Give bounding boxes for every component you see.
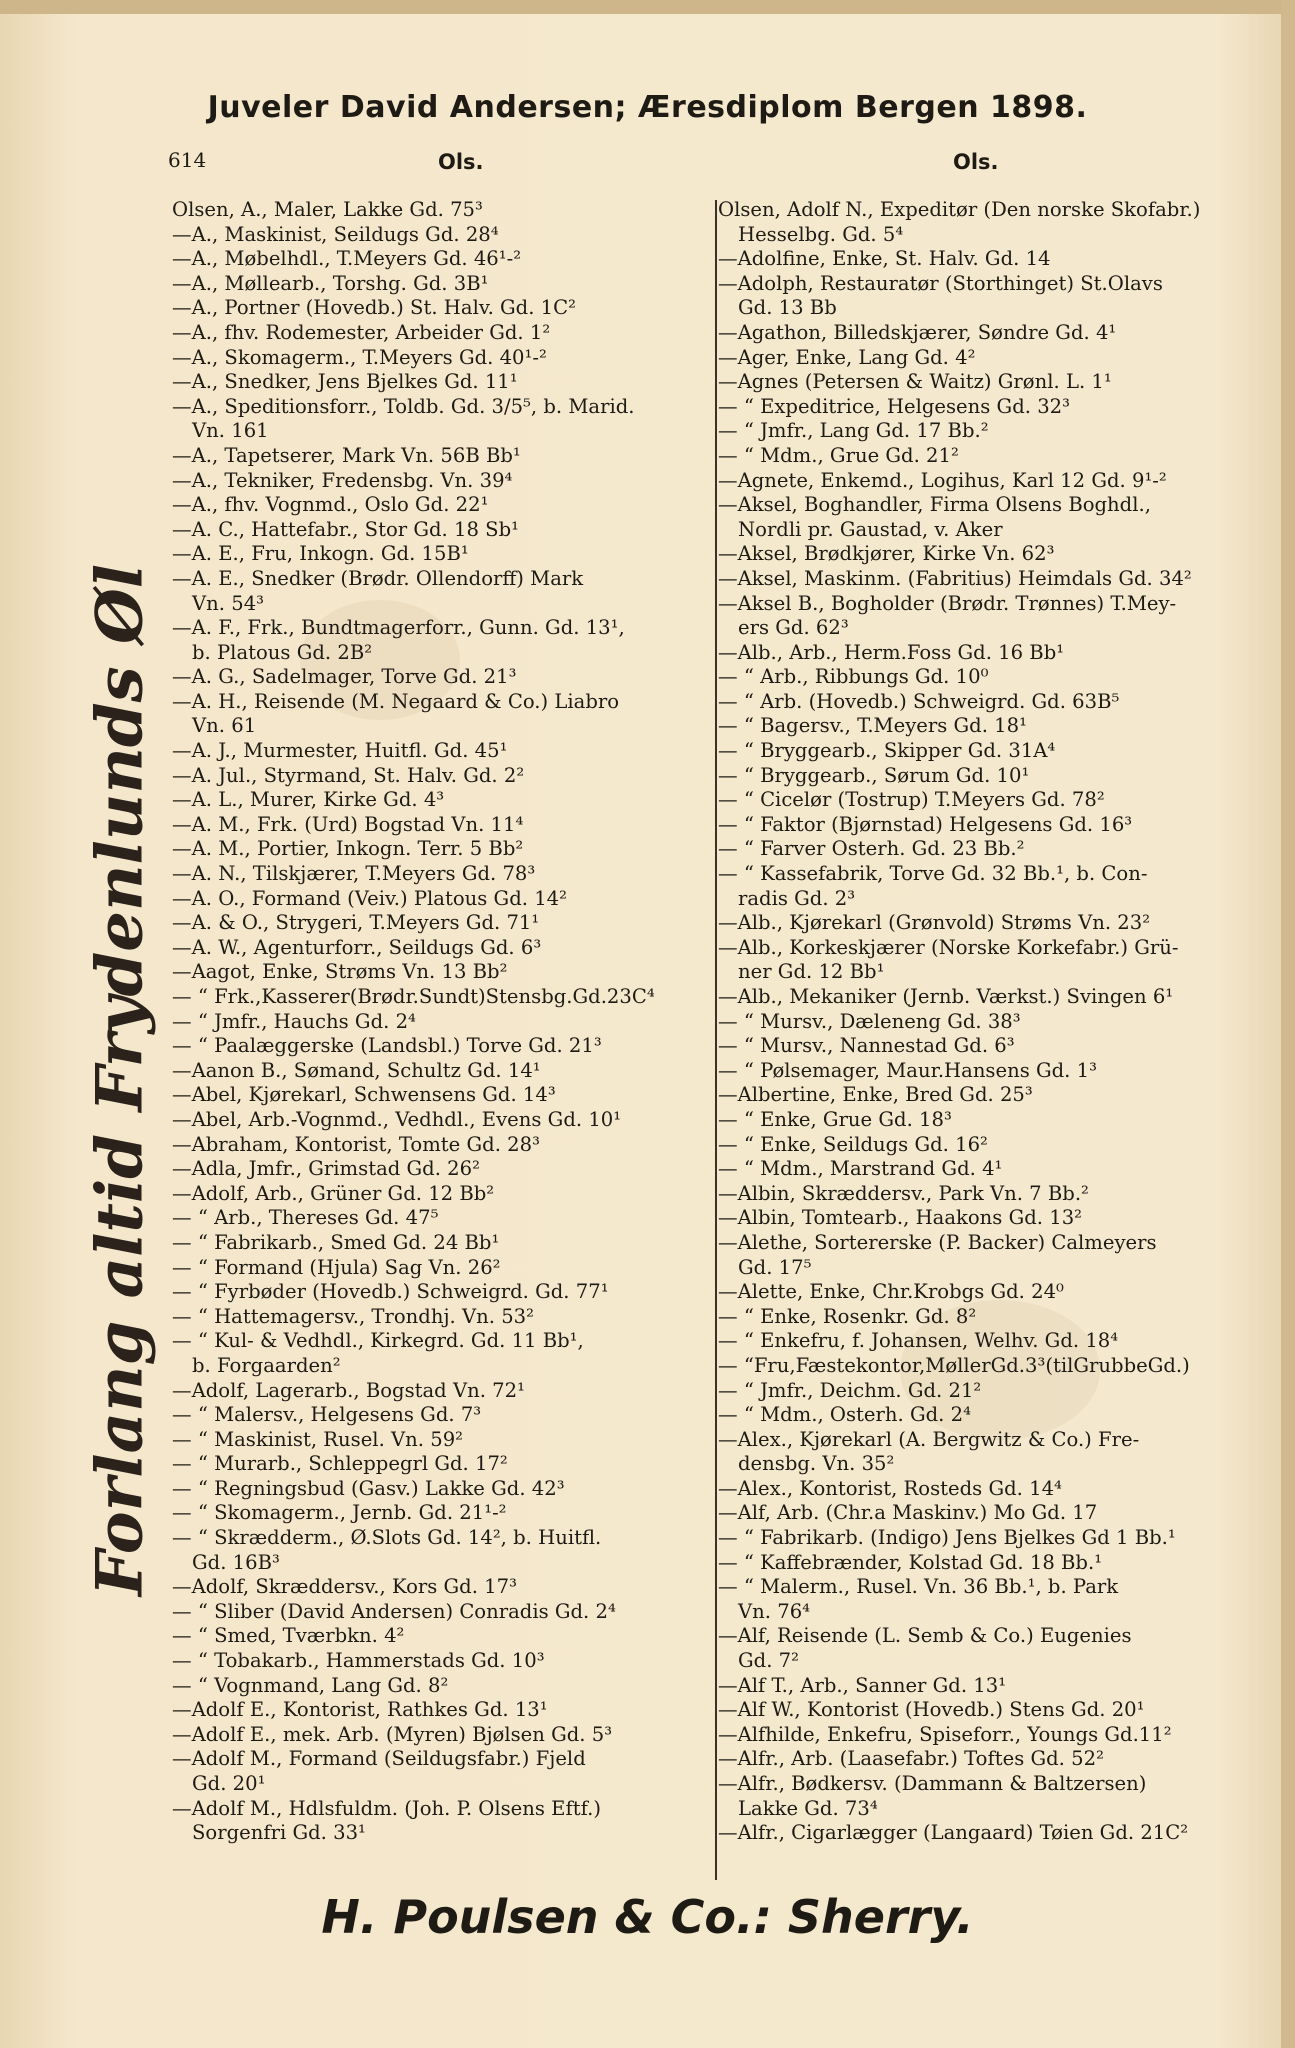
entry-line: — “ Farver Osterh. Gd. 23 Bb.² bbox=[718, 837, 1025, 861]
directory-entry bbox=[172, 1600, 707, 1625]
directory-entry bbox=[718, 1354, 1263, 1379]
directory-entry bbox=[718, 1157, 1263, 1182]
entry-line: — “ Malerm., Rusel. Vn. 36 Bb.¹, b. Park bbox=[718, 1575, 1119, 1599]
entry-line: —Ager, Enke, Lang Gd. 4² bbox=[718, 345, 976, 369]
entry-line: —A. N., Tilskjærer, T.Meyers Gd. 78³ bbox=[172, 862, 536, 886]
entry-line: — “ Arb., Thereses Gd. 47⁵ bbox=[172, 1206, 439, 1230]
entry-line: — “ Mdm., Osterh. Gd. 2⁴ bbox=[718, 1403, 971, 1427]
entry-line: —A., Tekniker, Fredensbg. Vn. 39⁴ bbox=[172, 468, 513, 492]
footer-advertisement: H. Poulsen & Co.: Sherry. bbox=[321, 1890, 974, 1944]
directory-entry bbox=[172, 936, 707, 961]
entry-line: — “ Mursv., Nannestad Gd. 6³ bbox=[718, 1034, 1015, 1058]
directory-entry bbox=[172, 1624, 707, 1649]
directory-entry bbox=[172, 296, 707, 321]
entry-line: —A., Portner (Hovedb.) St. Halv. Gd. 1C² bbox=[172, 296, 576, 320]
directory-entry bbox=[172, 1083, 707, 1108]
directory-entry bbox=[718, 714, 1263, 739]
directory-entry bbox=[718, 764, 1263, 789]
entry-line: —Aagot, Enke, Strøms Vn. 13 Bb² bbox=[172, 960, 508, 984]
directory-entry bbox=[718, 346, 1263, 371]
entry-line: — “ Enkefru, f. Johansen, Welhv. Gd. 18⁴ bbox=[718, 1329, 1119, 1353]
directory-entry bbox=[718, 1059, 1263, 1084]
directory-entry bbox=[718, 837, 1263, 862]
entry-line: —Adolf, Skræddersv., Kors Gd. 17³ bbox=[172, 1575, 517, 1599]
directory-entry bbox=[718, 321, 1263, 346]
directory-entry bbox=[172, 444, 707, 469]
entry-line: —A., Skomagerm., T.Meyers Gd. 40¹-² bbox=[172, 345, 547, 369]
entry-line: —Alfr., Cigarlægger (Langaard) Tøien Gd. 21C² bbox=[718, 1821, 1189, 1845]
entry-line: —A., Snedker, Jens Bjelkes Gd. 11¹ bbox=[172, 370, 518, 394]
entry-line: Olsen, A., Maler, Lakke Gd. 75³ bbox=[172, 198, 483, 221]
entry-line: —A., fhv. Rodemester, Arbeider Gd. 1² bbox=[172, 320, 551, 344]
entry-line: — “ Pølsemager, Maur.Hansens Gd. 1³ bbox=[718, 1058, 1097, 1082]
entry-line: Olsen, Adolf N., Expeditør (Den norske Skofabr.) bbox=[718, 198, 1201, 221]
directory-entry bbox=[718, 665, 1263, 690]
directory-entry bbox=[718, 1477, 1263, 1502]
entry-line: —A., Tapetserer, Mark Vn. 56B Bb¹ bbox=[172, 443, 521, 467]
entry-line: —Albin, Tomtearb., Haakons Gd. 13² bbox=[718, 1206, 1083, 1230]
directory-entry bbox=[172, 1526, 707, 1575]
directory-entry bbox=[172, 1428, 707, 1453]
entry-line: — “ Mursv., Dæleneng Gd. 38³ bbox=[718, 1009, 1021, 1033]
entry-line: — “ Enke, Seildugs Gd. 16² bbox=[718, 1132, 988, 1156]
directory-entry bbox=[172, 493, 707, 518]
page-edge-top bbox=[0, 0, 1295, 14]
directory-entry bbox=[718, 370, 1263, 395]
directory-entry bbox=[718, 247, 1263, 272]
directory-entry bbox=[718, 1133, 1263, 1158]
directory-entry bbox=[172, 1157, 707, 1182]
entry-line: —Alb., Korkeskjærer (Norske Korkefabr.) Grü- bbox=[718, 935, 1179, 959]
directory-entry bbox=[172, 960, 707, 985]
entry-line: — “ Formand (Hjula) Sag Vn. 26² bbox=[172, 1255, 501, 1279]
entry-line: —A., Møllearb., Torshg. Gd. 3B¹ bbox=[172, 271, 489, 295]
entry-line: —A. & O., Strygeri, T.Meyers Gd. 71¹ bbox=[172, 911, 540, 935]
directory-entry bbox=[718, 641, 1263, 666]
directory-entry bbox=[718, 739, 1263, 764]
entry-line: — “ Murarb., Schleppegrl Gd. 17² bbox=[172, 1452, 508, 1476]
directory-entry bbox=[172, 1747, 707, 1796]
directory-entry bbox=[172, 1231, 707, 1256]
directory-entry bbox=[718, 1772, 1263, 1821]
directory-entry bbox=[718, 1329, 1263, 1354]
entry-continuation-line: Vn. 161 bbox=[192, 419, 269, 443]
directory-entry bbox=[172, 837, 707, 862]
entry-continuation-line: radis Gd. 2³ bbox=[738, 886, 856, 910]
entry-line: —Alf, Arb. (Chr.a Maskinv.) Mo Gd. 17 bbox=[718, 1501, 1098, 1525]
entry-line: —A. C., Hattefabr., Stor Gd. 18 Sb¹ bbox=[172, 517, 519, 541]
directory-entry bbox=[718, 690, 1263, 715]
side-advertisement: Forlang altid Frydenlunds Øl bbox=[82, 563, 158, 1597]
directory-entry bbox=[172, 813, 707, 838]
directory-entry bbox=[718, 1501, 1263, 1526]
entry-line: —A., Møbelhdl., T.Meyers Gd. 46¹-² bbox=[172, 247, 522, 271]
directory-entry bbox=[172, 616, 707, 665]
entry-line: —Alf T., Arb., Sanner Gd. 13¹ bbox=[718, 1673, 1007, 1697]
directory-entry bbox=[718, 198, 1263, 247]
directory-entry bbox=[718, 813, 1263, 838]
directory-entry bbox=[172, 1477, 707, 1502]
column-divider bbox=[715, 200, 717, 1880]
directory-entry bbox=[718, 1575, 1263, 1624]
entry-line: — “ Arb. (Hovedb.) Schweigrd. Gd. 63B⁵ bbox=[718, 689, 1120, 713]
entry-continuation-line: Gd. 20¹ bbox=[192, 1772, 266, 1795]
page-number: 614 bbox=[168, 148, 207, 172]
directory-entry bbox=[172, 1280, 707, 1305]
directory-entry bbox=[172, 788, 707, 813]
entry-line: —A. M., Frk. (Urd) Bogstad Vn. 11⁴ bbox=[172, 812, 524, 836]
entry-line: —Albertine, Enke, Bred Gd. 25³ bbox=[718, 1083, 1033, 1107]
directory-entry bbox=[172, 665, 707, 690]
entry-line: — “Fru,Fæstekontor,MøllerGd.3³(tilGrubbeGd.) bbox=[718, 1353, 1190, 1377]
directory-entry bbox=[172, 1649, 707, 1674]
entry-line: — “ Bagersv., T.Meyers Gd. 18¹ bbox=[718, 714, 1027, 738]
directory-entry bbox=[172, 1059, 707, 1084]
directory-entry bbox=[172, 887, 707, 912]
entry-line: —Alex., Kontorist, Rosteds Gd. 14⁴ bbox=[718, 1476, 1062, 1500]
entry-line: —A. F., Frk., Bundtmagerforr., Gunn. Gd. 13¹, bbox=[172, 616, 625, 640]
directory-entry bbox=[718, 1280, 1263, 1305]
directory-entry bbox=[718, 1083, 1263, 1108]
directory-entry bbox=[718, 444, 1263, 469]
entry-line: —Adolf E., Kontorist, Rathkes Gd. 13¹ bbox=[172, 1698, 548, 1722]
directory-entry bbox=[172, 1452, 707, 1477]
entry-line: —A. O., Formand (Veiv.) Platous Gd. 14² bbox=[172, 886, 567, 910]
directory-entry bbox=[172, 198, 707, 223]
entry-line: —A. E., Fru, Inkogn. Gd. 15B¹ bbox=[172, 542, 469, 566]
entry-continuation-line: Nordli pr. Gaustad, v. Aker bbox=[738, 517, 1003, 541]
entry-line: — “ Kaffebrænder, Kolstad Gd. 18 Bb.¹ bbox=[718, 1550, 1103, 1574]
directory-entry bbox=[718, 1010, 1263, 1035]
entry-line: —A. H., Reisende (M. Negaard & Co.) Liabro bbox=[172, 689, 620, 713]
entry-continuation-line: Gd. 16B³ bbox=[192, 1550, 280, 1574]
entry-line: — “ Jmfr., Hauchs Gd. 2⁴ bbox=[172, 1009, 416, 1033]
entry-line: —Alfr., Bødkersv. (Dammann & Baltzersen) bbox=[718, 1772, 1147, 1795]
entry-continuation-line: Gd. 17⁵ bbox=[738, 1255, 812, 1279]
entry-continuation-line: ner Gd. 12 Bb¹ bbox=[738, 960, 885, 984]
entry-line: — “ Malersv., Helgesens Gd. 7³ bbox=[172, 1403, 482, 1427]
directory-entry bbox=[172, 911, 707, 936]
entry-line: —Alb., Mekaniker (Jernb. Værkst.) Svingen 6¹ bbox=[718, 985, 1174, 1008]
directory-entry bbox=[718, 419, 1263, 444]
directory-entry bbox=[172, 862, 707, 887]
entry-line: —Alb., Arb., Herm.Foss Gd. 16 Bb¹ bbox=[718, 640, 1065, 664]
entry-line: —A. G., Sadelmager, Torve Gd. 21³ bbox=[172, 665, 517, 689]
directory-entry bbox=[172, 985, 707, 1010]
directory-entry bbox=[172, 1575, 707, 1600]
directory-entry bbox=[718, 395, 1263, 420]
entry-line: —A., Speditionsforr., Toldb. Gd. 3/5⁵, b. Marid. bbox=[172, 394, 635, 418]
entry-line: — “ Bryggearb., Sørum Gd. 10¹ bbox=[718, 763, 1030, 787]
directory-entry bbox=[718, 1231, 1263, 1280]
directory-entry bbox=[172, 518, 707, 543]
entry-line: —Agnete, Enkemd., Logihus, Karl 12 Gd. 9¹-² bbox=[718, 468, 1167, 492]
entry-line: —Alf, Reisende (L. Semb & Co.) Eugenies bbox=[718, 1624, 1132, 1648]
entry-line: —A. E., Snedker (Brødr. Ollendorff) Mark bbox=[172, 566, 584, 590]
entry-line: —Abraham, Kontorist, Tomte Gd. 28³ bbox=[172, 1132, 540, 1156]
directory-entry bbox=[718, 469, 1263, 494]
directory-entry bbox=[172, 1501, 707, 1526]
directory-entry bbox=[172, 1108, 707, 1133]
directory-entry bbox=[718, 592, 1263, 641]
entry-line: — “ Maskinist, Rusel. Vn. 59² bbox=[172, 1427, 464, 1451]
entry-continuation-line: ers Gd. 62³ bbox=[738, 616, 849, 640]
directory-entry bbox=[718, 1747, 1263, 1772]
entry-continuation-line: Vn. 76⁴ bbox=[738, 1599, 811, 1623]
entry-line: —Agnes (Petersen & Waitz) Grønl. L. 1¹ bbox=[718, 370, 1112, 394]
entry-line: — “ Cicelør (Tostrup) T.Meyers Gd. 78² bbox=[718, 788, 1105, 812]
directory-entry bbox=[172, 764, 707, 789]
entry-line: — “ Hattemagersv., Trondhj. Vn. 53² bbox=[172, 1304, 534, 1328]
entry-line: —A. Jul., Styrmand, St. Halv. Gd. 2² bbox=[172, 763, 525, 787]
entry-continuation-line: Gd. 13 Bb bbox=[738, 296, 837, 320]
entry-line: —Albin, Skræddersv., Park Vn. 7 Bb.² bbox=[718, 1181, 1089, 1205]
directory-entry bbox=[172, 272, 707, 297]
entry-line: — “ Jmfr., Deichm. Gd. 21² bbox=[718, 1378, 982, 1402]
entry-line: —Adolf, Arb., Grüner Gd. 12 Bb² bbox=[172, 1181, 495, 1205]
directory-entry bbox=[172, 469, 707, 494]
directory-entry bbox=[718, 1034, 1263, 1059]
left-column-entries bbox=[172, 198, 707, 1846]
directory-entry bbox=[172, 567, 707, 616]
entry-line: —Alf W., Kontorist (Hovedb.) Stens Gd. 20¹ bbox=[718, 1698, 1145, 1722]
directory-entry bbox=[718, 1551, 1263, 1576]
entry-line: —Alfr., Arb. (Laasefabr.) Toftes Gd. 52² bbox=[718, 1747, 1104, 1771]
directory-entry bbox=[718, 1403, 1263, 1428]
directory-entry bbox=[718, 1698, 1263, 1723]
entry-line: —Adolf E., mek. Arb. (Myren) Bjølsen Gd. 5³ bbox=[172, 1722, 613, 1746]
entry-line: —A. W., Agenturforr., Seildugs Gd. 6³ bbox=[172, 935, 542, 959]
left-column-heading: Ols. bbox=[438, 150, 484, 174]
directory-entry bbox=[718, 985, 1263, 1010]
directory-entry bbox=[172, 321, 707, 346]
directory-entry bbox=[172, 1182, 707, 1207]
entry-line: — “ Arb., Ribbungs Gd. 10⁰ bbox=[718, 665, 989, 689]
entry-line: — “ Frk.,Kasserer(Brødr.Sundt)Stensbg.Gd.23C⁴ bbox=[172, 985, 655, 1008]
directory-entry bbox=[172, 395, 707, 444]
entry-line: — “ Mdm., Grue Gd. 21² bbox=[718, 443, 959, 467]
entry-line: —Alethe, Sortererske (P. Backer) Calmeyers bbox=[718, 1230, 1157, 1254]
entry-line: — “ Fabrikarb., Smed Gd. 24 Bb¹ bbox=[172, 1230, 500, 1254]
entry-line: — “ Expeditrice, Helgesens Gd. 32³ bbox=[718, 394, 1070, 418]
directory-entry bbox=[718, 1526, 1263, 1551]
directory-entry bbox=[718, 1108, 1263, 1133]
directory-entry bbox=[172, 1379, 707, 1404]
entry-line: — “ Bryggearb., Skipper Gd. 31A⁴ bbox=[718, 739, 1056, 763]
entry-line: —Adolf, Lagerarb., Bogstad Vn. 72¹ bbox=[172, 1378, 525, 1402]
right-column-entries bbox=[718, 198, 1263, 1846]
entry-line: — “ Kassefabrik, Torve Gd. 32 Bb.¹, b. Con- bbox=[718, 862, 1148, 886]
entry-line: — “ Fabrikarb. (Indigo) Jens Bjelkes Gd 1 Bb.¹ bbox=[718, 1526, 1176, 1550]
directory-entry bbox=[718, 936, 1263, 985]
directory-entry bbox=[718, 1305, 1263, 1330]
directory-entry bbox=[718, 1379, 1263, 1404]
entry-continuation-line: b. Platous Gd. 2B² bbox=[192, 640, 373, 664]
entry-line: —A., fhv. Vognmd., Oslo Gd. 22¹ bbox=[172, 493, 489, 517]
entry-line: —Adolfine, Enke, St. Halv. Gd. 14 bbox=[718, 247, 1051, 271]
entry-line: — “ Regningsbud (Gasv.) Lakke Gd. 42³ bbox=[172, 1476, 565, 1500]
directory-entry bbox=[718, 862, 1263, 911]
entry-line: —Aksel, Maskinm. (Fabritius) Heimdals Gd. 34² bbox=[718, 566, 1192, 590]
entry-line: — “ Tobakarb., Hammerstads Gd. 10³ bbox=[172, 1649, 545, 1673]
entry-line: —Adolf M., Formand (Seildugsfabr.) Fjeld bbox=[172, 1747, 586, 1771]
directory-entry bbox=[172, 1674, 707, 1699]
entry-line: — “ Kul- & Vedhdl., Kirkegrd. Gd. 11 Bb¹, bbox=[172, 1329, 584, 1353]
entry-line: —Aksel B., Bogholder (Brødr. Trønnes) T.Mey- bbox=[718, 591, 1177, 615]
entry-line: — “ Skomagerm., Jernb. Gd. 21¹-² bbox=[172, 1501, 507, 1525]
entry-line: —Alfhilde, Enkefru, Spiseforr., Youngs Gd.11² bbox=[718, 1722, 1172, 1746]
entry-line: —Agathon, Billedskjærer, Søndre Gd. 4¹ bbox=[718, 320, 1117, 344]
directory-entry bbox=[718, 1428, 1263, 1477]
directory-entry bbox=[718, 1624, 1263, 1673]
directory-entry bbox=[172, 247, 707, 272]
entry-line: — “ Faktor (Bjørnstad) Helgesens Gd. 16³ bbox=[718, 812, 1133, 836]
entry-line: —Adla, Jmfr., Grimstad Gd. 26² bbox=[172, 1157, 480, 1181]
entry-continuation-line: b. Forgaarden² bbox=[192, 1353, 341, 1377]
directory-entry bbox=[172, 1133, 707, 1158]
right-column-heading: Ols. bbox=[953, 150, 999, 174]
entry-continuation-line: densbg. Vn. 35² bbox=[738, 1452, 895, 1476]
entry-line: —Alette, Enke, Chr.Krobgs Gd. 24⁰ bbox=[718, 1280, 1064, 1304]
directory-entry bbox=[172, 370, 707, 395]
directory-entry bbox=[718, 1723, 1263, 1748]
directory-entry bbox=[172, 1305, 707, 1330]
entry-line: — “ Paalæggerske (Landsbl.) Torve Gd. 21³ bbox=[172, 1034, 602, 1058]
directory-entry bbox=[172, 1206, 707, 1231]
directory-entry bbox=[718, 1182, 1263, 1207]
entry-line: —Alex., Kjørekarl (A. Bergwitz & Co.) Fre- bbox=[718, 1427, 1140, 1451]
entry-line: —A. M., Portier, Inkogn. Terr. 5 Bb² bbox=[172, 837, 524, 861]
directory-entry bbox=[172, 1329, 707, 1378]
directory-entry bbox=[172, 1256, 707, 1281]
entry-line: — “ Mdm., Marstrand Gd. 4¹ bbox=[718, 1157, 1003, 1181]
directory-entry bbox=[718, 542, 1263, 567]
entry-line: —Aksel, Boghandler, Firma Olsens Boghdl., bbox=[718, 493, 1151, 517]
directory-entry bbox=[718, 1206, 1263, 1231]
directory-entry bbox=[718, 567, 1263, 592]
entry-line: —Adolf M., Hdlsfuldm. (Joh. P. Olsens Eftf.) bbox=[172, 1796, 602, 1820]
entry-line: — “ Sliber (David Andersen) Conradis Gd. 2⁴ bbox=[172, 1599, 616, 1623]
entry-continuation-line: Gd. 7² bbox=[738, 1649, 799, 1673]
directory-entry bbox=[718, 272, 1263, 321]
entry-line: —Aksel, Brødkjører, Kirke Vn. 62³ bbox=[718, 542, 1055, 566]
directory-entry bbox=[172, 346, 707, 371]
entry-line: —Aanon B., Sømand, Schultz Gd. 14¹ bbox=[172, 1058, 541, 1082]
directory-entry bbox=[718, 788, 1263, 813]
directory-entry bbox=[172, 690, 707, 739]
entry-line: —A., Maskinist, Seildugs Gd. 28⁴ bbox=[172, 222, 499, 246]
directory-entry bbox=[718, 911, 1263, 936]
entry-line: — “ Fyrbøder (Hovedb.) Schweigrd. Gd. 77¹ bbox=[172, 1280, 609, 1304]
directory-entry bbox=[172, 1698, 707, 1723]
entry-line: — “ Enke, Rosenkr. Gd. 8² bbox=[718, 1304, 977, 1328]
directory-entry bbox=[172, 1403, 707, 1428]
directory-entry bbox=[172, 1797, 707, 1846]
directory-entry bbox=[172, 1723, 707, 1748]
entry-line: — “ Skrædderm., Ø.Slots Gd. 14², b. Huitfl. bbox=[172, 1526, 602, 1550]
directory-entry bbox=[172, 1034, 707, 1059]
entry-line: —A. L., Murer, Kirke Gd. 4³ bbox=[172, 788, 445, 812]
entry-line: — “ Enke, Grue Gd. 18³ bbox=[718, 1107, 952, 1131]
entry-line: — “ Jmfr., Lang Gd. 17 Bb.² bbox=[718, 419, 989, 443]
directory-entry bbox=[718, 493, 1263, 542]
entry-continuation-line: Hesselbg. Gd. 5⁴ bbox=[738, 222, 904, 246]
directory-entry bbox=[718, 1674, 1263, 1699]
entry-continuation-line: Vn. 61 bbox=[192, 714, 257, 738]
directory-entry bbox=[172, 542, 707, 567]
directory-entry bbox=[172, 739, 707, 764]
entry-continuation-line: Lakke Gd. 73⁴ bbox=[738, 1796, 878, 1820]
directory-entry bbox=[172, 1010, 707, 1035]
directory-entry bbox=[172, 223, 707, 248]
entry-line: —Abel, Kjørekarl, Schwensens Gd. 14³ bbox=[172, 1083, 556, 1107]
page-edge-right bbox=[1281, 0, 1295, 2048]
entry-line: —Adolph, Restauratør (Storthinget) St.Olavs bbox=[718, 271, 1163, 295]
entry-line: —A. J., Murmester, Huitfl. Gd. 45¹ bbox=[172, 739, 508, 763]
entry-line: —Alb., Kjørekarl (Grønvold) Strøms Vn. 23² bbox=[718, 911, 1151, 935]
entry-continuation-line: Vn. 54³ bbox=[192, 591, 265, 615]
header-advertisement: Juveler David Andersen; Æresdiplom Bergen 1898. bbox=[207, 90, 1088, 125]
entry-line: — “ Smed, Tværbkn. 4² bbox=[172, 1624, 405, 1648]
entry-line: — “ Vognmand, Lang Gd. 8² bbox=[172, 1673, 449, 1697]
directory-entry bbox=[718, 1821, 1263, 1846]
entry-continuation-line: Sorgenfri Gd. 33¹ bbox=[192, 1821, 366, 1845]
entry-line: —Abel, Arb.-Vognmd., Vedhdl., Evens Gd. 10¹ bbox=[172, 1107, 622, 1131]
